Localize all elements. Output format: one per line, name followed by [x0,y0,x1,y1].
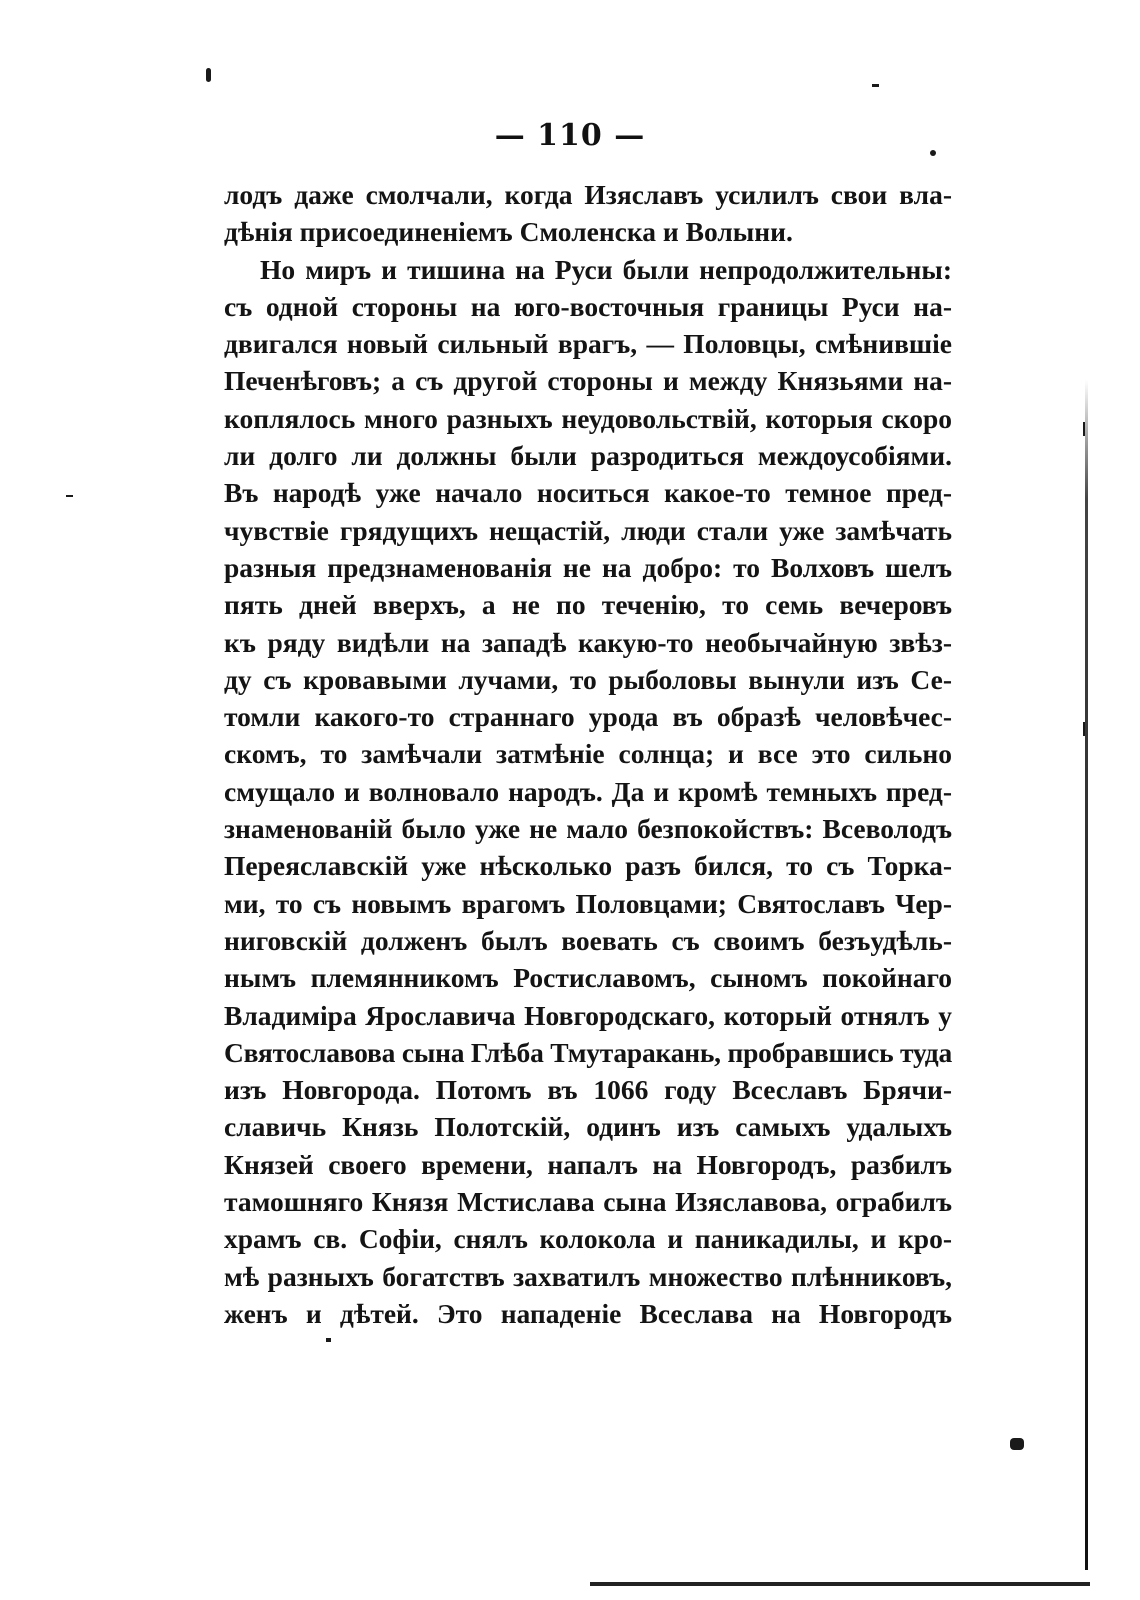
text-line: къ ряду видѣли на западѣ какую-то необычайную звѣз- [224,626,952,658]
text-line: съ одной стороны на юго-восточныя границы Руси на- [224,290,952,322]
scan-speck [66,495,73,497]
text-line: томли какого-то страннаго урода въ образѣ человѣчес- [224,701,952,733]
text-line: мѣ разныхъ богатствъ захватилъ множество плѣнниковъ, [224,1260,952,1292]
page-edge-shadow [1085,380,1088,1570]
text-line: тамошняго Князя Мстислава сына Изяславова, ограбилъ [224,1186,952,1218]
text-line: славичь Князь Полотскій, одинъ изъ самыхъ удалыхъ [224,1111,952,1143]
text-line: Но миръ и тишина на Руси были непродолжительны: [260,253,952,285]
text-line: скомъ, то замѣчали затмѣніе солнца; и все это сильно [224,738,952,770]
text-line: чувствіе грядущихъ нещастій, люди стали уже замѣчать [224,514,952,546]
text-line: разныя предзнаменованія не на добро: то Волховъ шелъ [224,551,952,583]
text-line: храмъ св. Софіи, снялъ колокола и паникадилы, и кро- [224,1223,952,1255]
text-line: смущало и волновало народъ. Да и кромѣ темныхъ пред- [224,775,952,807]
text-line: знаменованій было уже не мало безпокойствъ: Всеволодъ [224,813,952,845]
scan-speck [1010,1438,1024,1450]
text-line: Владиміра Ярославича Новгородскаго, который отнялъ у [224,999,952,1031]
scan-speck [206,68,211,82]
text-line: пять дней вверхъ, а не по теченію, то семь вечеровъ [224,589,952,621]
scan-speck [930,150,936,156]
text-line: лодъ даже смолчали, когда Изяславъ усилилъ свои вла- [224,179,952,210]
page-number: — 110 — [494,118,646,153]
text-line: ли долго ли должны были разродиться междоусобіями. [224,440,952,472]
text-line: дѣнія присоединеніемъ Смоленска и Волыни. [224,216,793,248]
page-bottom-edge [590,1582,1090,1586]
scan-speck [326,1338,331,1342]
text-line: нымъ племянникомъ Ростиславомъ, сыномъ покойнаго [224,962,952,994]
text-line: ми, то съ новымъ врагомъ Половцами; Святославъ Чер- [224,887,952,919]
text-line: Святославова сына Глѣба Тмутаракань, пробравшись туда [224,1036,952,1068]
body-text [224,176,952,1332]
text-line: двигался новый сильный врагъ, — Половцы, смѣнившіе [224,328,952,360]
text-line: ниговскій долженъ былъ воевать съ своимъ безъудѣль- [224,924,952,956]
text-line: коплялось много разныхъ неудовольствій, которыя скоро [224,402,952,434]
text-line: Печенѣговъ; а съ другой стороны и между Князьями на- [224,365,952,397]
text-line: Въ народѣ уже начало носиться какое-то темное пред- [224,477,952,509]
scan-speck [872,84,879,87]
text-line: Переяславскій уже нѣсколько разъ бился, то съ Торка- [224,850,952,882]
text-line: изъ Новгорода. Потомъ въ 1066 году Всеславъ Брячи- [224,1074,952,1106]
text-line: ду съ кровавыми лучами, то рыболовы вынули изъ Се- [224,663,952,695]
text-line: женъ и дѣтей. Это нападеніе Всеслава на Новгородъ [224,1297,952,1329]
text-line: Князей своего времени, напалъ на Новгородъ, разбилъ [224,1148,952,1180]
